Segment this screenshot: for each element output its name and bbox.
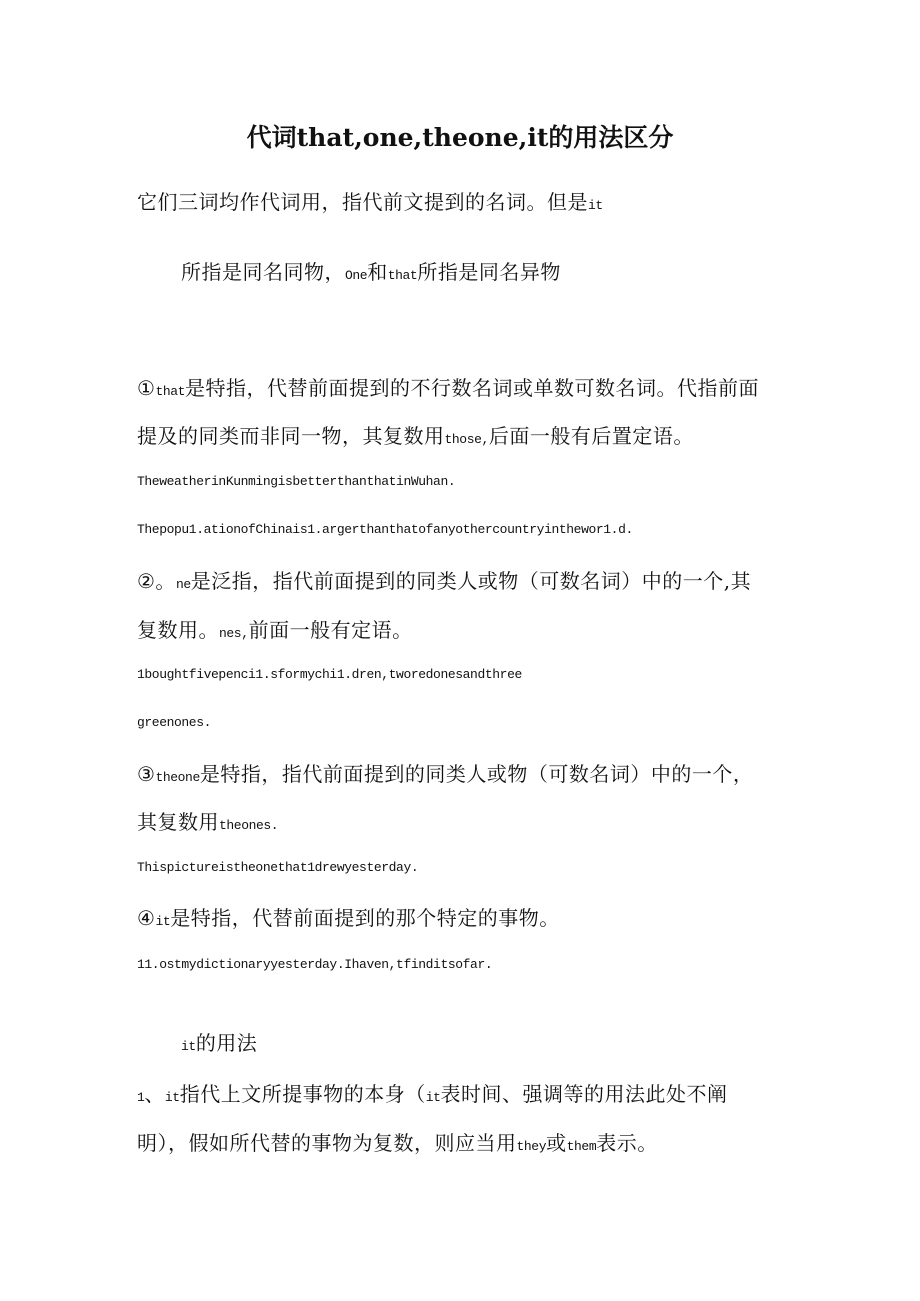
term-that: that bbox=[155, 384, 186, 399]
example-sentence: 1boughtfivepenci1.sformychi1.dren,tworedonesandthree bbox=[137, 667, 522, 682]
intro-text: 所指是同名异物 bbox=[417, 260, 561, 284]
section-text: 其复数用 bbox=[137, 810, 219, 834]
heading-text: 的用法 bbox=[195, 1031, 258, 1055]
section-4-line-1 bbox=[137, 902, 560, 931]
item-number: 1 bbox=[137, 1090, 145, 1105]
section-1-line-1 bbox=[137, 372, 759, 401]
intro-text: 和 bbox=[367, 260, 388, 284]
circled-number-2: ②。 bbox=[137, 569, 176, 593]
term-that: that bbox=[387, 268, 418, 283]
circled-number-4: ④ bbox=[137, 906, 156, 930]
document-title: 代词that,one,theone,it的用法区分 bbox=[246, 123, 674, 152]
usage-text: 明），假如所代替的事物为复数，则应当用 bbox=[137, 1131, 517, 1155]
section-text: 是特指，指代前面提到的同类人或物（可数名词）中的一个， bbox=[199, 762, 754, 786]
circled-number-1: ① bbox=[137, 376, 156, 400]
usage-text: 或 bbox=[546, 1131, 567, 1155]
usage-heading bbox=[181, 1027, 257, 1056]
term-they: they bbox=[516, 1139, 547, 1154]
term-those: those, bbox=[444, 432, 489, 447]
section-text: 是泛指，指代前面提到的同类人或物（可数名词）中的一个,其 bbox=[190, 569, 752, 593]
circled-number-3: ③ bbox=[137, 762, 156, 786]
section-2-line-1 bbox=[137, 565, 751, 594]
term-nes: nes, bbox=[219, 626, 249, 641]
term-it: it bbox=[164, 1090, 180, 1105]
section-3-line-2 bbox=[137, 806, 278, 835]
term-it: it bbox=[155, 914, 171, 929]
section-3-line-1 bbox=[137, 758, 753, 787]
term-it: it bbox=[425, 1090, 441, 1105]
example-sentence: greenones. bbox=[137, 715, 212, 730]
example-sentence: 11.ostmydictionaryyesterday.Ihaven,tfinditsofar. bbox=[137, 957, 493, 972]
term-theone: theone bbox=[155, 770, 200, 785]
term-one: One bbox=[345, 268, 368, 283]
intro-text: 它们三词均作代词用，指代前文提到的名词。但是 bbox=[137, 190, 588, 214]
section-2-line-2 bbox=[137, 614, 413, 643]
term-theones: theones. bbox=[219, 818, 279, 833]
section-text: 是特指，代替前面提到的不行数名词或单数可数名词。代指前面 bbox=[185, 376, 760, 400]
term-it: it bbox=[181, 1039, 196, 1054]
term-it: it bbox=[588, 198, 603, 213]
usage-text: 指代上文所提事物的本身（ bbox=[179, 1082, 426, 1106]
section-1-line-2 bbox=[137, 420, 694, 449]
section-text: 是特指，代替前面提到的那个特定的事物。 bbox=[170, 906, 560, 930]
example-sentence: Thepopu1.ationofChinais1.argerthanthatofanyothercountryinthewor1.d. bbox=[137, 522, 633, 537]
example-sentence: TheweatherinKunmingisbetterthanthatinWuhan. bbox=[137, 474, 456, 489]
usage-text: 、 bbox=[144, 1082, 165, 1106]
term-them: them bbox=[566, 1139, 597, 1154]
intro-text: 所指是同名同物， bbox=[181, 260, 345, 284]
intro-line-2 bbox=[181, 256, 561, 285]
usage-text: 表示。 bbox=[596, 1131, 658, 1155]
usage-item-1-line-2 bbox=[137, 1127, 658, 1156]
section-text: 提及的同类而非同一物，其复数用 bbox=[137, 424, 445, 448]
section-text: 后面一般有后置定语。 bbox=[488, 424, 694, 448]
section-text: 前面一般有定语。 bbox=[248, 618, 413, 642]
term-ne: ne bbox=[175, 577, 191, 592]
section-text: 复数用。 bbox=[137, 618, 219, 642]
example-sentence: Thispictureistheonethat1drewyesterday. bbox=[137, 860, 419, 875]
usage-item-1-line-1 bbox=[137, 1078, 728, 1107]
usage-text: 表时间、强调等的用法此处不阐 bbox=[440, 1082, 728, 1106]
intro-line-1 bbox=[137, 186, 603, 215]
